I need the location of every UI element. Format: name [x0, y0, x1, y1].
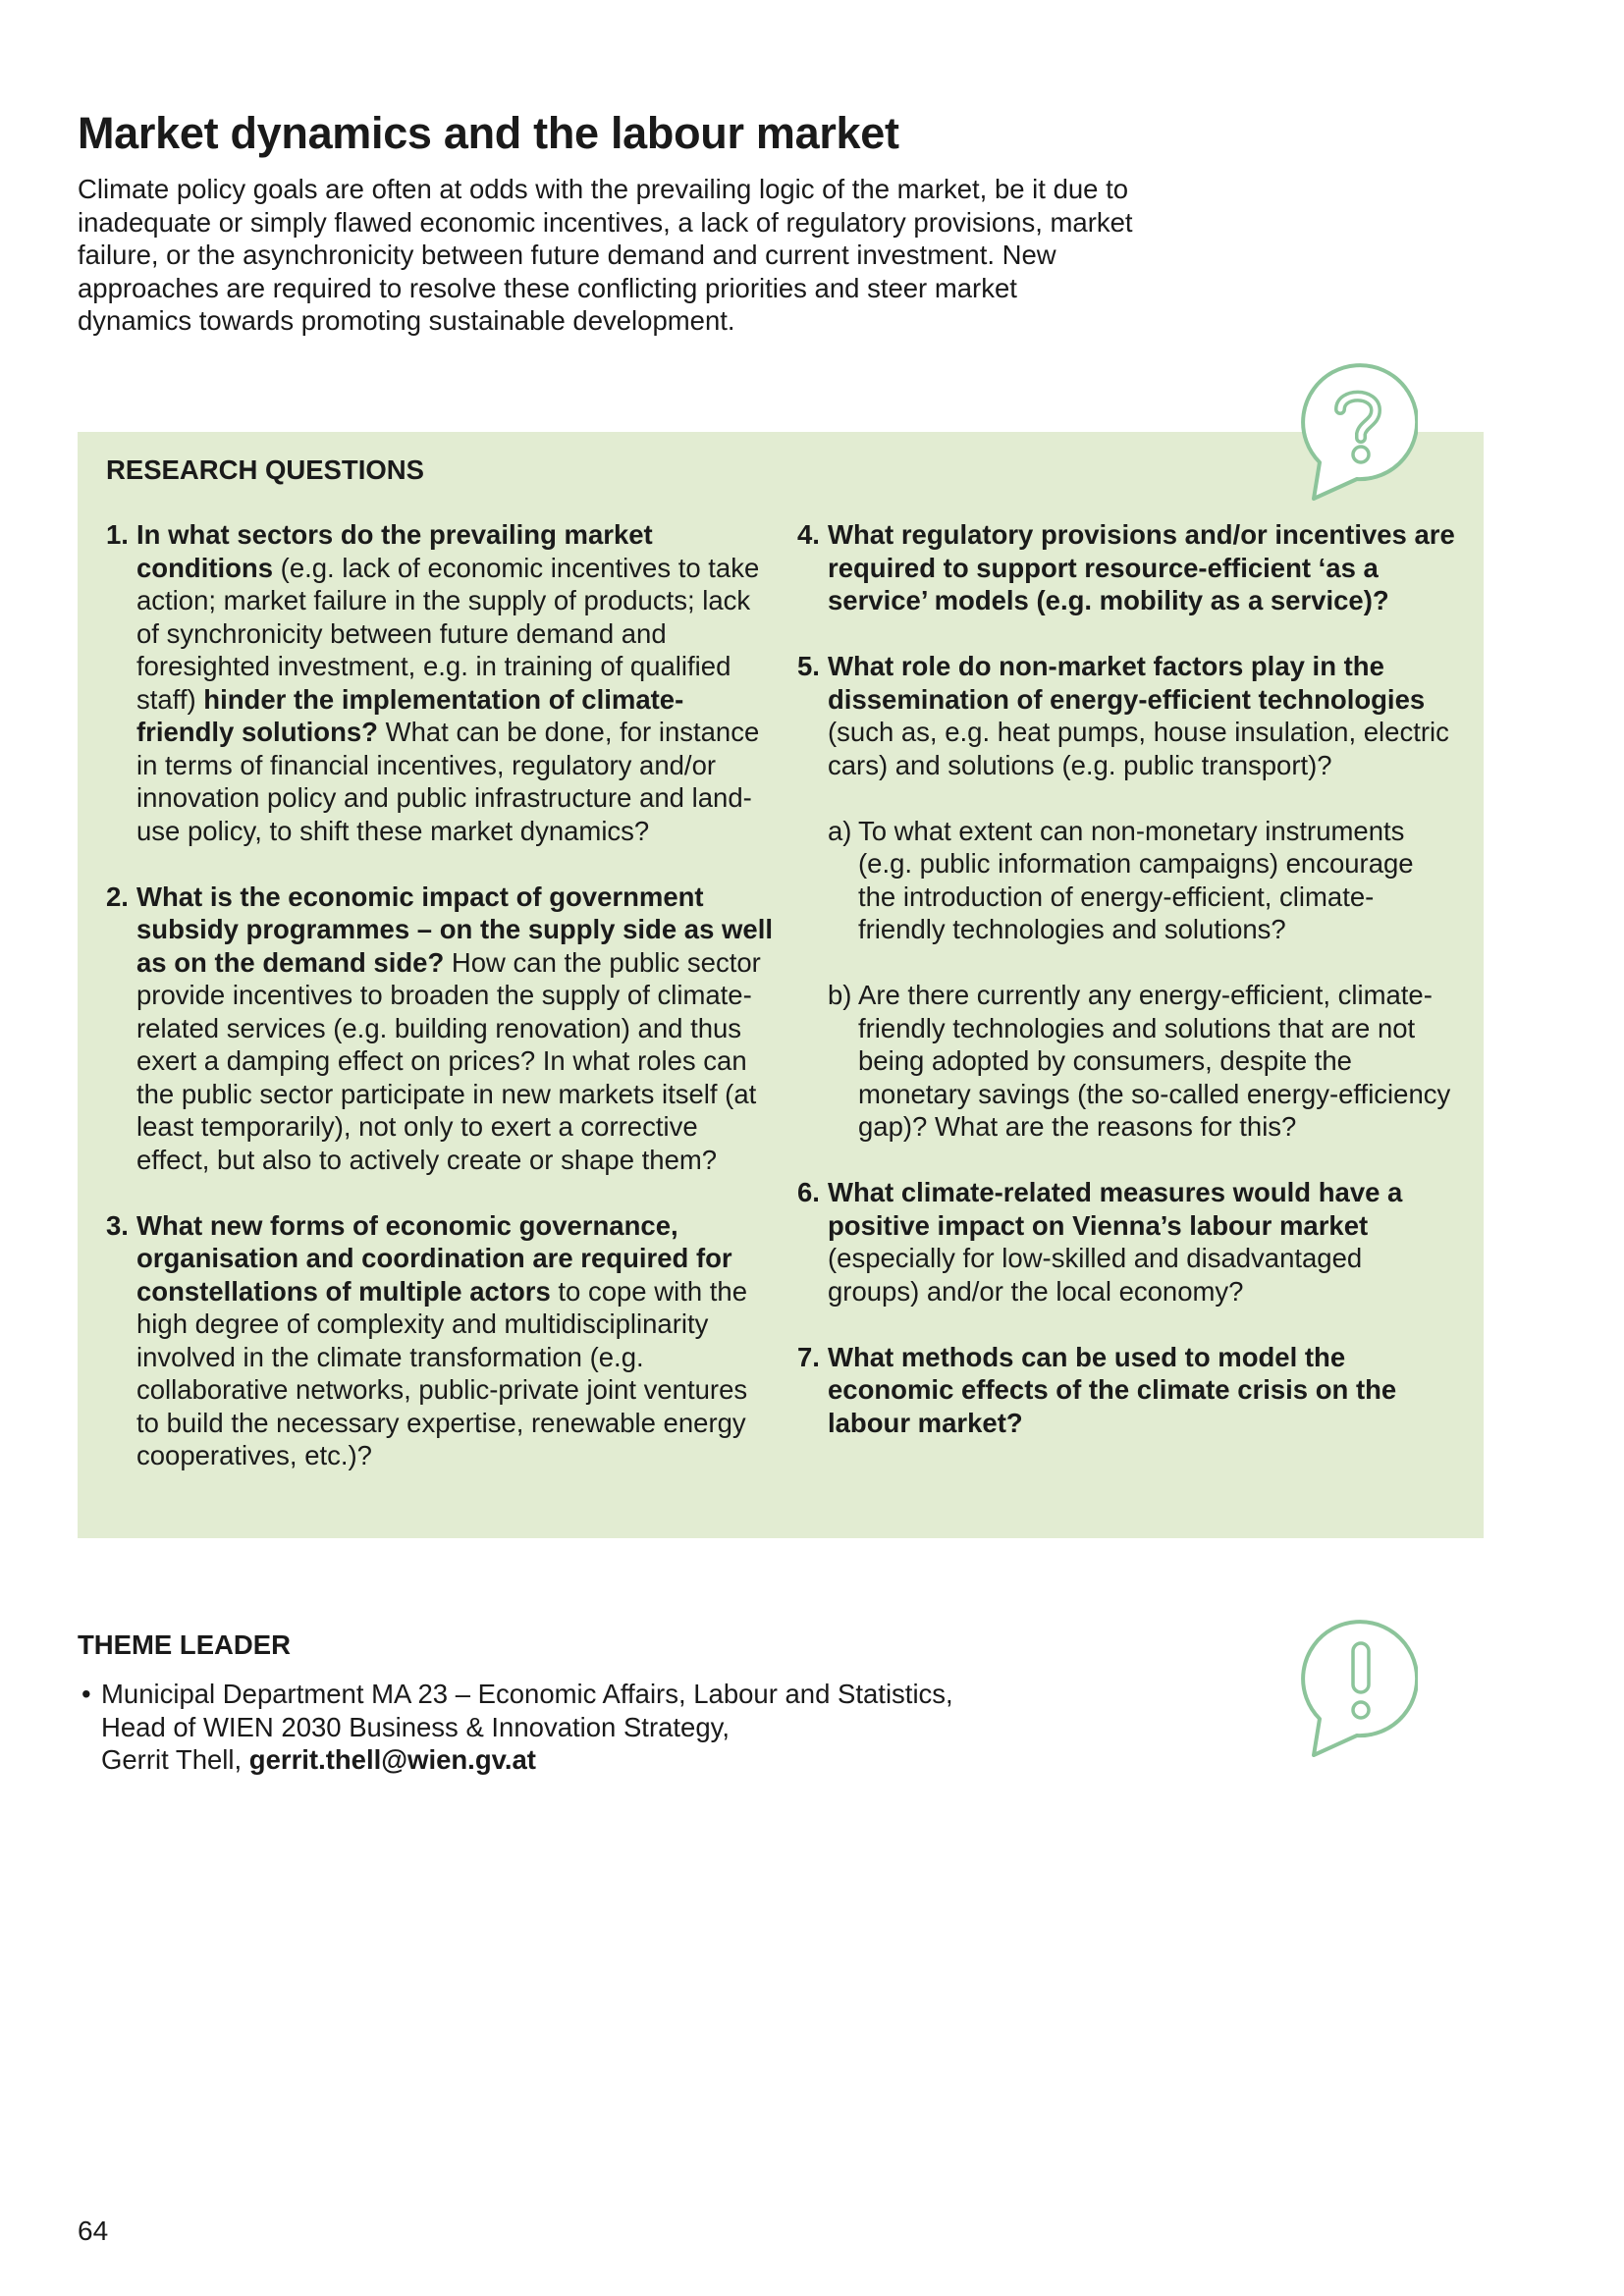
question-bold-text: What climate-related measures would have a positive impact on Vienna’s labour market: [828, 1177, 1403, 1241]
question-number: 7.: [797, 1341, 820, 1372]
question-6: [797, 1176, 1457, 1308]
exclamation-speech-bubble-icon: [1294, 1620, 1418, 1757]
question-text: (such as, e.g. heat pumps, house insulation, electric cars) and solutions (e.g. public transport)?: [828, 717, 1449, 780]
question-7: [797, 1341, 1457, 1440]
question-number: 6.: [797, 1177, 820, 1207]
research-questions-right-column: [797, 518, 1457, 1472]
theme-leader-name: Gerrit Thell,: [101, 1744, 249, 1775]
question-bold-text: What methods can be used to model the economic effects of the climate crisis on the labour market?: [828, 1341, 1397, 1438]
bullet-marker: •: [81, 1679, 91, 1709]
question-number: 4.: [797, 519, 820, 550]
question-text: (especially for low-skilled and disadvantaged groups) and/or the local economy?: [828, 1243, 1363, 1307]
theme-leader-role: Head of WIEN 2030 Business & Innovation Strategy,: [101, 1711, 730, 1742]
sub-question-text: Are there currently any energy-efficient, climate-friendly technologies and solutions that are not being adopted by consumers, despite the monetary savings (the so-called energy-efficiency gap)? What are the reasons for this?: [858, 980, 1451, 1142]
question-number: 1.: [106, 519, 129, 550]
question-5: [797, 650, 1457, 781]
question-text: (e.g. lack of economic incentives to take action; market failure in the supply of products; lack of synchronicity between future demand and foresighted investment, e.g. in training of qualified staff): [136, 552, 760, 715]
question-1: [106, 518, 774, 847]
question-bold-text: In what sectors do the prevailing market conditions: [136, 519, 653, 583]
question-text: What can be done, for instance in terms of financial incentives, regulatory and/or innovation policy and public infrastructure and land-use policy, to shift these market dynamics?: [136, 717, 760, 846]
sub-question-letter: b): [828, 980, 852, 1010]
question-5b: [797, 979, 1457, 1144]
question-bold-text: hinder the implementation of climate-friendly solutions?: [136, 683, 684, 747]
question-bold-text: What new forms of economic governance, organisation and coordination are required for constellations of multiple actors: [136, 1209, 732, 1307]
intro-paragraph: Climate policy goals are often at odds with the prevailing logic of the market, be it due to inadequate or simply flawed economic incentives, a lack of regulatory provisions, market failure, or the asynchronicity between future demand and current investment. New approaches are required to resolve these conflicting priorities and steer market dynamics towards promoting sustainable development.: [78, 174, 1133, 336]
question-text: How can the public sector provide incentives to broaden the supply of climate-related services (e.g. building renovation) and thus exert a damping effect on prices? In what roles can the public sector participate in new markets itself (at least temporarily), not only to exert a corrective effect, but also to actively create or shape them?: [136, 946, 761, 1175]
question-3: [106, 1209, 774, 1472]
question-2: [106, 881, 774, 1177]
question-bold-text: What regulatory provisions and/or incentives are required to support resource-efficient ‘as a service’ models (e.g. mobility as a service)?: [828, 519, 1455, 615]
theme-leader-heading: THEME LEADER: [78, 1629, 291, 1660]
question-5a: [797, 815, 1457, 946]
sub-question-letter: a): [828, 815, 852, 846]
theme-leader-contact: [101, 1743, 1181, 1777]
question-speech-bubble-icon: [1294, 363, 1418, 501]
question-number: 3.: [106, 1209, 129, 1241]
theme-leader-email-link[interactable]: gerrit.thell@wien.gv.at: [248, 1744, 536, 1775]
theme-leader-department: Municipal Department MA 23 – Economic Affairs, Labour and Statistics,: [101, 1679, 953, 1709]
research-questions-left-column: [106, 518, 774, 1505]
question-text: to cope with the high degree of complexity and multidisciplinarity involved in the climate transformation (e.g. collaborative networks, public-private joint ventures to build the necessary expertise, renewable energy cooperatives, etc.)?: [136, 1275, 748, 1470]
question-4: [797, 518, 1457, 617]
sub-question-text: To what extent can non-monetary instruments (e.g. public information campaigns) encourage the introduction of energy-efficient, climate-friendly technologies and solutions?: [858, 815, 1414, 944]
question-bold-text: What is the economic impact of government subsidy programmes – on the supply side as well as on the demand side?: [136, 881, 773, 978]
question-number: 5.: [797, 651, 820, 681]
page-number: 64: [78, 2216, 109, 2246]
question-bold-text: What role do non-market factors play in the dissemination of energy-efficient technologies: [828, 651, 1426, 715]
question-number: 2.: [106, 881, 129, 912]
page-title: Market dynamics and the labour market: [78, 108, 899, 158]
theme-leader-entry: [78, 1678, 1181, 1777]
research-questions-heading: RESEARCH QUESTIONS: [106, 454, 424, 485]
